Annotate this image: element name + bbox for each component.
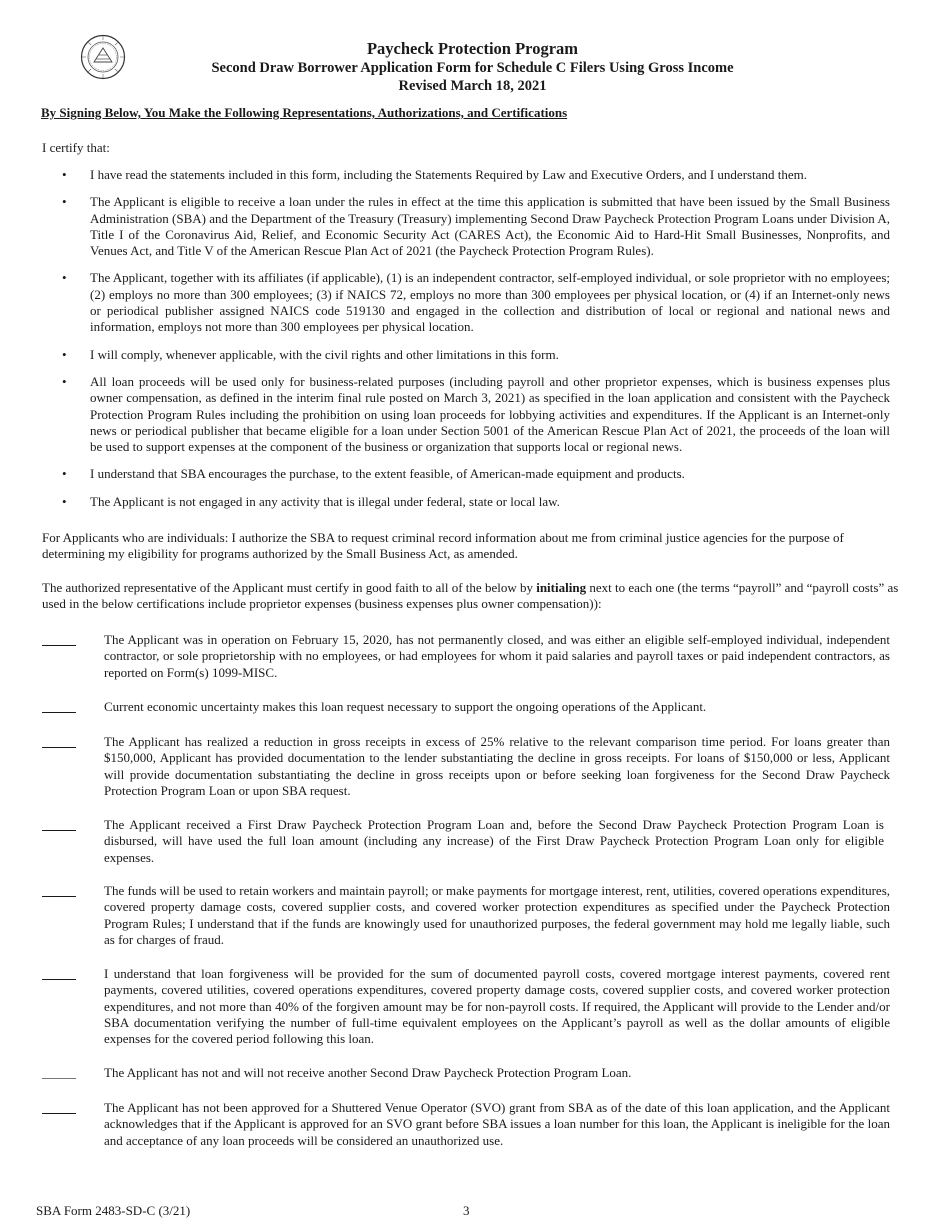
bullet-item [42, 494, 890, 510]
certification-text: The Applicant has not been approved for a Shuttered Venue Operator (SVO) grant from SBA as of the date of this loan application, and the Applicant acknowledges that if the Applicant is approved for an SVO grant before SBA issues a loan number for this loan, the Applicant is ineligible for the loan and acceptance of any loan proceeds will be considered an unauthorized use. [104, 1100, 890, 1148]
bullet-text: I will comply, whenever applicable, with the civil rights and other limitations in this form. [90, 346, 559, 362]
certification-item [42, 1100, 890, 1149]
bullet-icon: • [62, 466, 67, 482]
certification-item [42, 1065, 631, 1081]
bullet-text: The Applicant is eligible to receive a loan under the rules in effect at the time this application is submitted that have been issued by the Small Business Administration (SBA) and the Department of the Treasury (Treasury) implementing Second Draw Paycheck Protection Program Loans under Division A, Title I of the Coronavirus Aid, Relief, and Economic Security Act (CARES Act), the Economic Aid to Hard-Hit Small Businesses, Nonprofits, and Venues Act, and Title V of the American Rescue Plan Act of 2021 (the Paycheck Protection Program Rules). [90, 194, 890, 259]
certification-text: The Applicant received a First Draw Paycheck Protection Program Loan and, before the Second Draw Paycheck Protection Program Loan is disbursed, will have used the full loan amount (including any increase) of the First Draw Paycheck Protection Program Loan only for eligible expenses. [104, 817, 884, 865]
authorized-text-bold: initialing [536, 580, 587, 595]
bullet-icon: • [62, 373, 67, 389]
authorized-representative-text [42, 580, 914, 613]
bullet-text: The Applicant, together with its affiliates (if applicable), (1) is an independent contractor, self-employed individual, or sole proprietor with no employees; (2) employs no more than 300 employees; (3) if NAICS 72, employs no more than 300 employees per physical location, or (4) if an Internet-only news or periodical publisher assigned NAICS code 519130 and engaged in the collection and distribution of local or regional and national news and information, employs not more than 300 employees per physical location. [90, 270, 890, 335]
individuals-authorization: For Applicants who are individuals: I authorize the SBA to request criminal record information about me from criminal justice agencies for the purpose of determining my eligibility for programs authorized by the Small Business Act, as amended. [42, 530, 844, 562]
certification-item [42, 699, 706, 715]
bullet-text: The Applicant is not engaged in any activity that is illegal under federal, state or local law. [90, 493, 560, 509]
authorized-text-before: The authorized representative of the Applicant must certify in good faith to all of the below by [42, 580, 537, 595]
bullet-icon: • [62, 167, 67, 182]
revision-date: Revised March 18, 2021 [398, 78, 547, 94]
bullet-icon: • [62, 194, 67, 210]
initial-field[interactable] [42, 830, 76, 831]
certification-text: The funds will be used to retain workers and maintain payroll; or make payments for mortgage interest, rent, utilities, covered operations expenditures, covered property damage costs, covered supplier costs, and covered worker protection expenditures as specified under the Paycheck Protection Program Rules; I understand that if the funds are knowingly used for unauthorized purposes, the federal government may hold me legally liable, such as for charges of fraud. [104, 883, 890, 947]
bullet-item [42, 374, 890, 455]
certification-item [42, 883, 890, 948]
page-title: Paycheck Protection Program [366, 39, 579, 58]
bullet-item [42, 347, 890, 363]
certification-text: The Applicant has realized a reduction in gross receipts in excess of 25% relative to the relevant comparison time period. For loans greater than $150,000, Applicant has provided documentation to the lender substantiating the decline in gross receipts. For loans of $150,000 or less, Applicant will provide documentation substantiating the decline in gross receipts upon or before seeking loan forgiveness for the Second Draw Paycheck Protection Program Loan or upon SBA request. [104, 734, 890, 798]
page-number: 3 [463, 1203, 470, 1218]
certification-bullets [42, 167, 890, 521]
bullet-text: I understand that SBA encourages the purchase, to the extent feasible, of American-made equipment and products. [90, 466, 685, 482]
bullet-item [42, 167, 890, 183]
certification-text: I understand that loan forgiveness will be provided for the sum of documented payroll costs, covered mortgage interest payments, covered rent payments, covered utilities, covered operations expenditures, covered property damage costs, covered supplier costs, and covered worker protection expenditures, and not more than 40% of the forgiven amount may be for non-payroll costs. If required, the Applicant will provide to the Lender and/or SBA documentation verifying the number of full-time equivalent employees on the Applicant’s payroll as well as the dollar amounts of eligible expenses for the covered period following this loan. [104, 966, 890, 1047]
form-header [150, 40, 795, 96]
initial-field[interactable] [42, 645, 76, 646]
initial-field[interactable] [42, 896, 76, 897]
bullet-text: I have read the statements included in this form, including the Statements Required by Law and Executive Orders, and I understand them. [90, 167, 807, 182]
certification-text: The Applicant has not and will not receive another Second Draw Paycheck Protection Program Loan. [104, 1065, 632, 1080]
certification-item [42, 966, 890, 1047]
certification-text: The Applicant was in operation on February 15, 2020, has not permanently closed, and was either an eligible self-employed individual, independent contractor, or sole proprietorship with no employees, or had employees for whom it paid salaries and payroll taxes or paid independent contractors, as reported on Form(s) 1099-MISC. [104, 632, 890, 680]
bullet-icon: • [62, 346, 67, 362]
initial-field[interactable] [42, 1078, 76, 1079]
initial-field[interactable] [42, 712, 76, 713]
certification-item [42, 632, 890, 681]
initial-field[interactable] [42, 747, 76, 748]
bullet-item [42, 466, 890, 482]
initial-field[interactable] [42, 979, 76, 980]
certification-item [42, 734, 890, 799]
sba-seal-logo [80, 34, 126, 80]
bullet-item [42, 194, 890, 259]
bullet-icon: • [62, 270, 67, 286]
initial-field[interactable] [42, 1113, 76, 1114]
form-number: SBA Form 2483-SD-C (3/21) [36, 1203, 191, 1218]
bullet-item [42, 270, 890, 335]
bullet-text: All loan proceeds will be used only for business-related purposes (including payroll and other proprietor expenses, which is business expenses plus owner compensation, as defined in the interim final rule posted on March 3, 2021) as specified in the loan application and consistent with the Paycheck Protection Program Rules including the prohibition on using loan proceeds for lobbying activities and expenditures. If the Applicant is an Internet-only news or periodical publisher that became eligible for a loan under Section 5001 of the American Rescue Plan Act of 2021, the proceeds of the loan will be used to support expenses at the component of the business or organization that supports local or regional news. [90, 373, 890, 455]
section-title: By Signing Below, You Make the Following Representations, Authorizations, and Certifications [41, 105, 568, 120]
certification-text: Current economic uncertainty makes this loan request necessary to support the ongoing operations of the Applicant. [104, 699, 707, 714]
certify-intro: I certify that: [42, 140, 110, 155]
bullet-icon: • [62, 493, 67, 509]
authorized-text-after: next to each one (the terms “payroll” and “payroll costs” as used in the below certifications include proprietor expenses (business expenses plus owner compensation)): [42, 580, 899, 612]
certification-item [42, 817, 890, 866]
form-subtitle: Second Draw Borrower Application Form for Schedule C Filers Using Gross Income [211, 59, 734, 76]
